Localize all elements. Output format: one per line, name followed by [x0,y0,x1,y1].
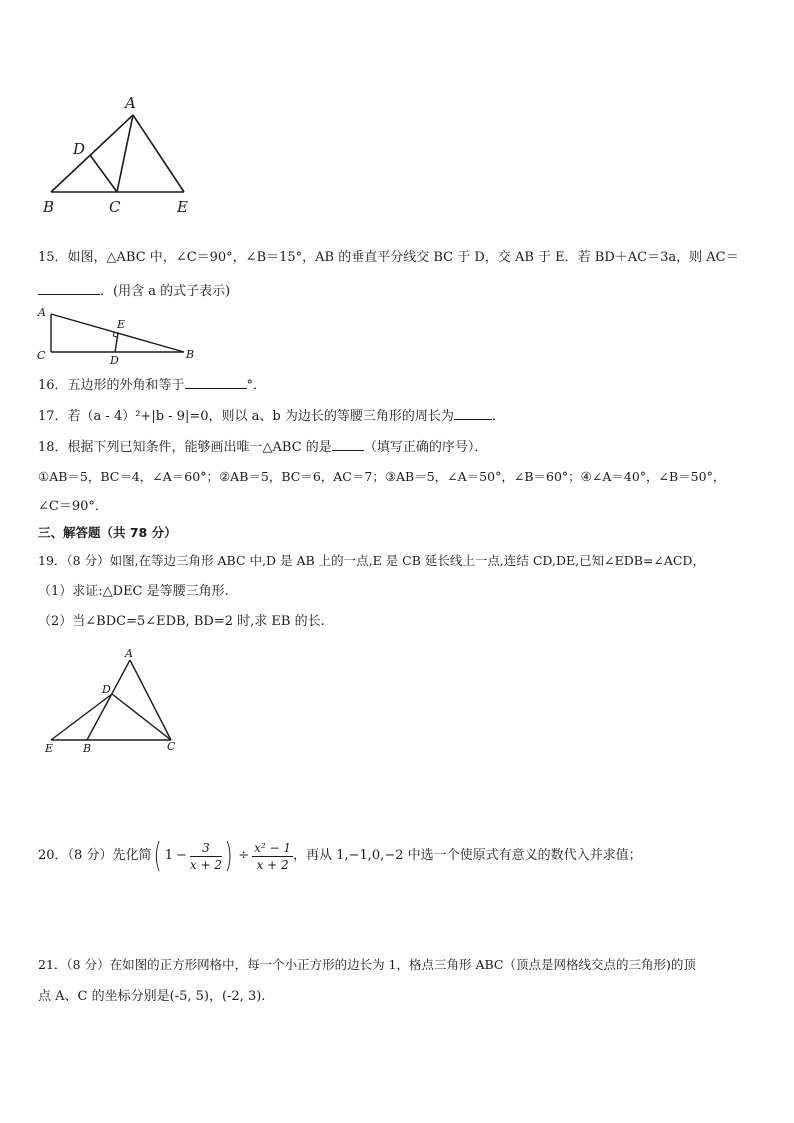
question-21 [38,956,758,974]
q18-line2: ①AB＝5，BC＝4，∠A＝60°；②AB＝5，BC＝6，AC＝7；③AB＝5，∠A＝50°，∠B＝60°；④∠A＝40°，∠B＝50°， [38,469,726,484]
label-b: B [43,198,55,216]
q19-text: 19．（8 分）如图,在等边三角形 ABC 中,D 是 AB 上的一点,E 是 CB 延长线上一点,连结 CD,DE,已知∠EDB=∠ACD， [38,553,705,568]
q17-post: ． [491,409,505,424]
q19-sub2: （2）当∠BDC=5∠EDB, BD=2 时,求 EB 的长. [38,614,325,629]
q20-pre: 20．（8 分）先化简 [38,848,152,863]
q19-sub1: （1）求证:△DEC 是等腰三角形. [38,584,229,599]
q18-line3: ∠C＝90°． [38,499,108,514]
q16-post: °． [246,378,267,393]
fraction-2-denominator: x + 2 [256,857,289,872]
label-e: E [117,318,126,331]
q18-answer-blank[interactable] [332,437,364,451]
q20-minus: − [176,848,187,863]
right-paren: ) [224,836,233,876]
label-a: A [125,94,136,112]
label-b: B [186,348,195,361]
q16-pre: 16．五边形的外角和等于 [38,378,185,393]
q18-post: （填写正确的序号）． [363,440,488,455]
q20-expression [151,834,293,878]
question-16 [38,375,758,395]
q21-line2: 点 A、C 的坐标分别是(-5, 5)，(-2, 3). [38,989,266,1004]
label-d: D [110,354,119,367]
section-heading [38,524,758,542]
label-a: A [38,306,46,319]
label-c: C [167,740,176,753]
label-e: E [45,742,54,755]
q15-text: 15．如图，△ABC 中，∠C＝90°，∠B＝15°，AB 的垂直平分线交 BC 于 D，交 AB 于 E．若 BD＋AC＝3a，则 AC＝ [38,250,739,265]
question-15-line2 [38,281,758,301]
q17-answer-blank[interactable] [454,406,492,420]
question-18-options-cont [38,498,758,516]
fraction-1-denominator: x + 2 [189,857,222,872]
label-d: D [73,140,86,158]
q16-answer-blank[interactable] [185,375,247,389]
label-c: C [37,349,46,362]
question-21-line2 [38,988,758,1006]
question-17 [38,406,758,426]
figure-triangle-abe [40,92,200,220]
fraction-2 [252,840,293,873]
question-19 [38,552,758,570]
question-18-options [38,468,758,486]
question-20 [38,834,758,878]
left-paren: ( [154,836,163,876]
q20-divide: ÷ [238,848,250,863]
label-e: E [177,198,188,216]
q20-post: ，再从 1,−1,0,−2 中选一个使原式有意义的数代入并求值； [293,848,642,863]
label-d: D [102,683,111,696]
q15-answer-blank[interactable] [38,281,100,295]
question-19-part2 [38,613,758,631]
figure-equilateral-triangle-abc [40,646,190,758]
q17-pre: 17．若（a - 4）²+|b - 9|=0，则以 a、b 为边长的等腰三角形的周长为 [38,409,454,424]
fraction-1-numerator: 3 [190,840,222,857]
q20-one: 1 [164,848,173,863]
question-19-part1 [38,583,758,601]
fraction-1 [190,840,222,873]
q21-line1: 21．（8 分）在如图的正方形网格中，每一个小正方形的边长为 1，格点三角形 ABC（顶点是网格线交点的三角形)的顶 [38,957,696,972]
q15-tail: ．(用含 a 的式子表示) [100,284,231,299]
section3-title: 三、解答题（共 78 分） [38,525,177,540]
label-b: B [83,742,92,755]
figure-right-triangle-acb [34,304,204,368]
label-a: A [125,647,133,660]
label-c: C [109,198,121,216]
fraction-2-numerator: x² − 1 [254,840,292,855]
question-15 [38,249,758,267]
q18-pre: 18．根据下列已知条件，能够画出唯一△ABC 的是 [38,440,332,455]
question-18 [38,437,758,457]
